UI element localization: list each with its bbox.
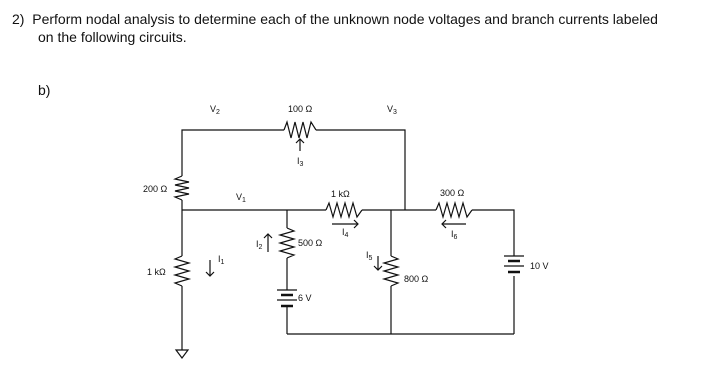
resistor-800-label: 800 Ω <box>404 274 429 284</box>
resistor-200-label: 200 Ω <box>143 184 168 194</box>
arrow-i2-icon <box>264 234 272 252</box>
resistor-1k-left <box>175 256 189 286</box>
ground-arrow-icon <box>176 350 188 358</box>
current-i3-label: $I_3$ <box>297 156 304 168</box>
resistor-100-ohm <box>284 122 316 138</box>
resistor-300-ohm <box>436 203 472 217</box>
resistor-200-ohm <box>175 176 189 200</box>
resistor-500-ohm <box>280 228 294 258</box>
arrow-i6-icon <box>442 220 466 228</box>
current-i1-label: $I_1$ <box>218 254 225 266</box>
resistor-100-label: 100 Ω <box>288 104 313 114</box>
current-i5-label: $I_5$ <box>366 250 373 262</box>
problem-text-line1: Perform nodal analysis to determine each of the unknown node voltages and branch currents labeled <box>32 11 658 27</box>
resistor-800-ohm <box>384 256 398 286</box>
arrow-i4-icon <box>332 220 358 228</box>
resistor-1k-top <box>326 203 362 217</box>
current-i4-label: $I_4$ <box>342 227 349 239</box>
node-v3-label: $V_3$ <box>387 104 397 116</box>
part-label: b) <box>38 82 51 98</box>
problem-text-line2: on the following circuits. <box>38 29 187 45</box>
battery-6v <box>277 290 297 306</box>
resistor-1k-left-label: 1 kΩ <box>147 267 166 277</box>
resistor-1k-top-label: 1 kΩ <box>331 189 350 199</box>
resistor-300-label: 300 Ω <box>440 188 465 198</box>
wires <box>182 130 514 350</box>
battery-10v <box>504 256 524 272</box>
current-i2-label: $I_2$ <box>256 239 263 251</box>
battery-10v-label: 10 V <box>530 261 549 271</box>
arrow-i5-icon <box>374 256 382 270</box>
arrow-i3-icon <box>296 139 304 151</box>
node-v1-label: $V_1$ <box>236 192 246 204</box>
problem-number: 2) <box>12 11 25 27</box>
arrow-i1-icon <box>206 260 214 276</box>
battery-6v-label: 6 V <box>298 293 312 303</box>
resistor-500-label: 500 Ω <box>298 238 323 248</box>
current-i6-label: $I_6$ <box>451 229 458 241</box>
node-v2-label: $V_2$ <box>210 104 220 116</box>
